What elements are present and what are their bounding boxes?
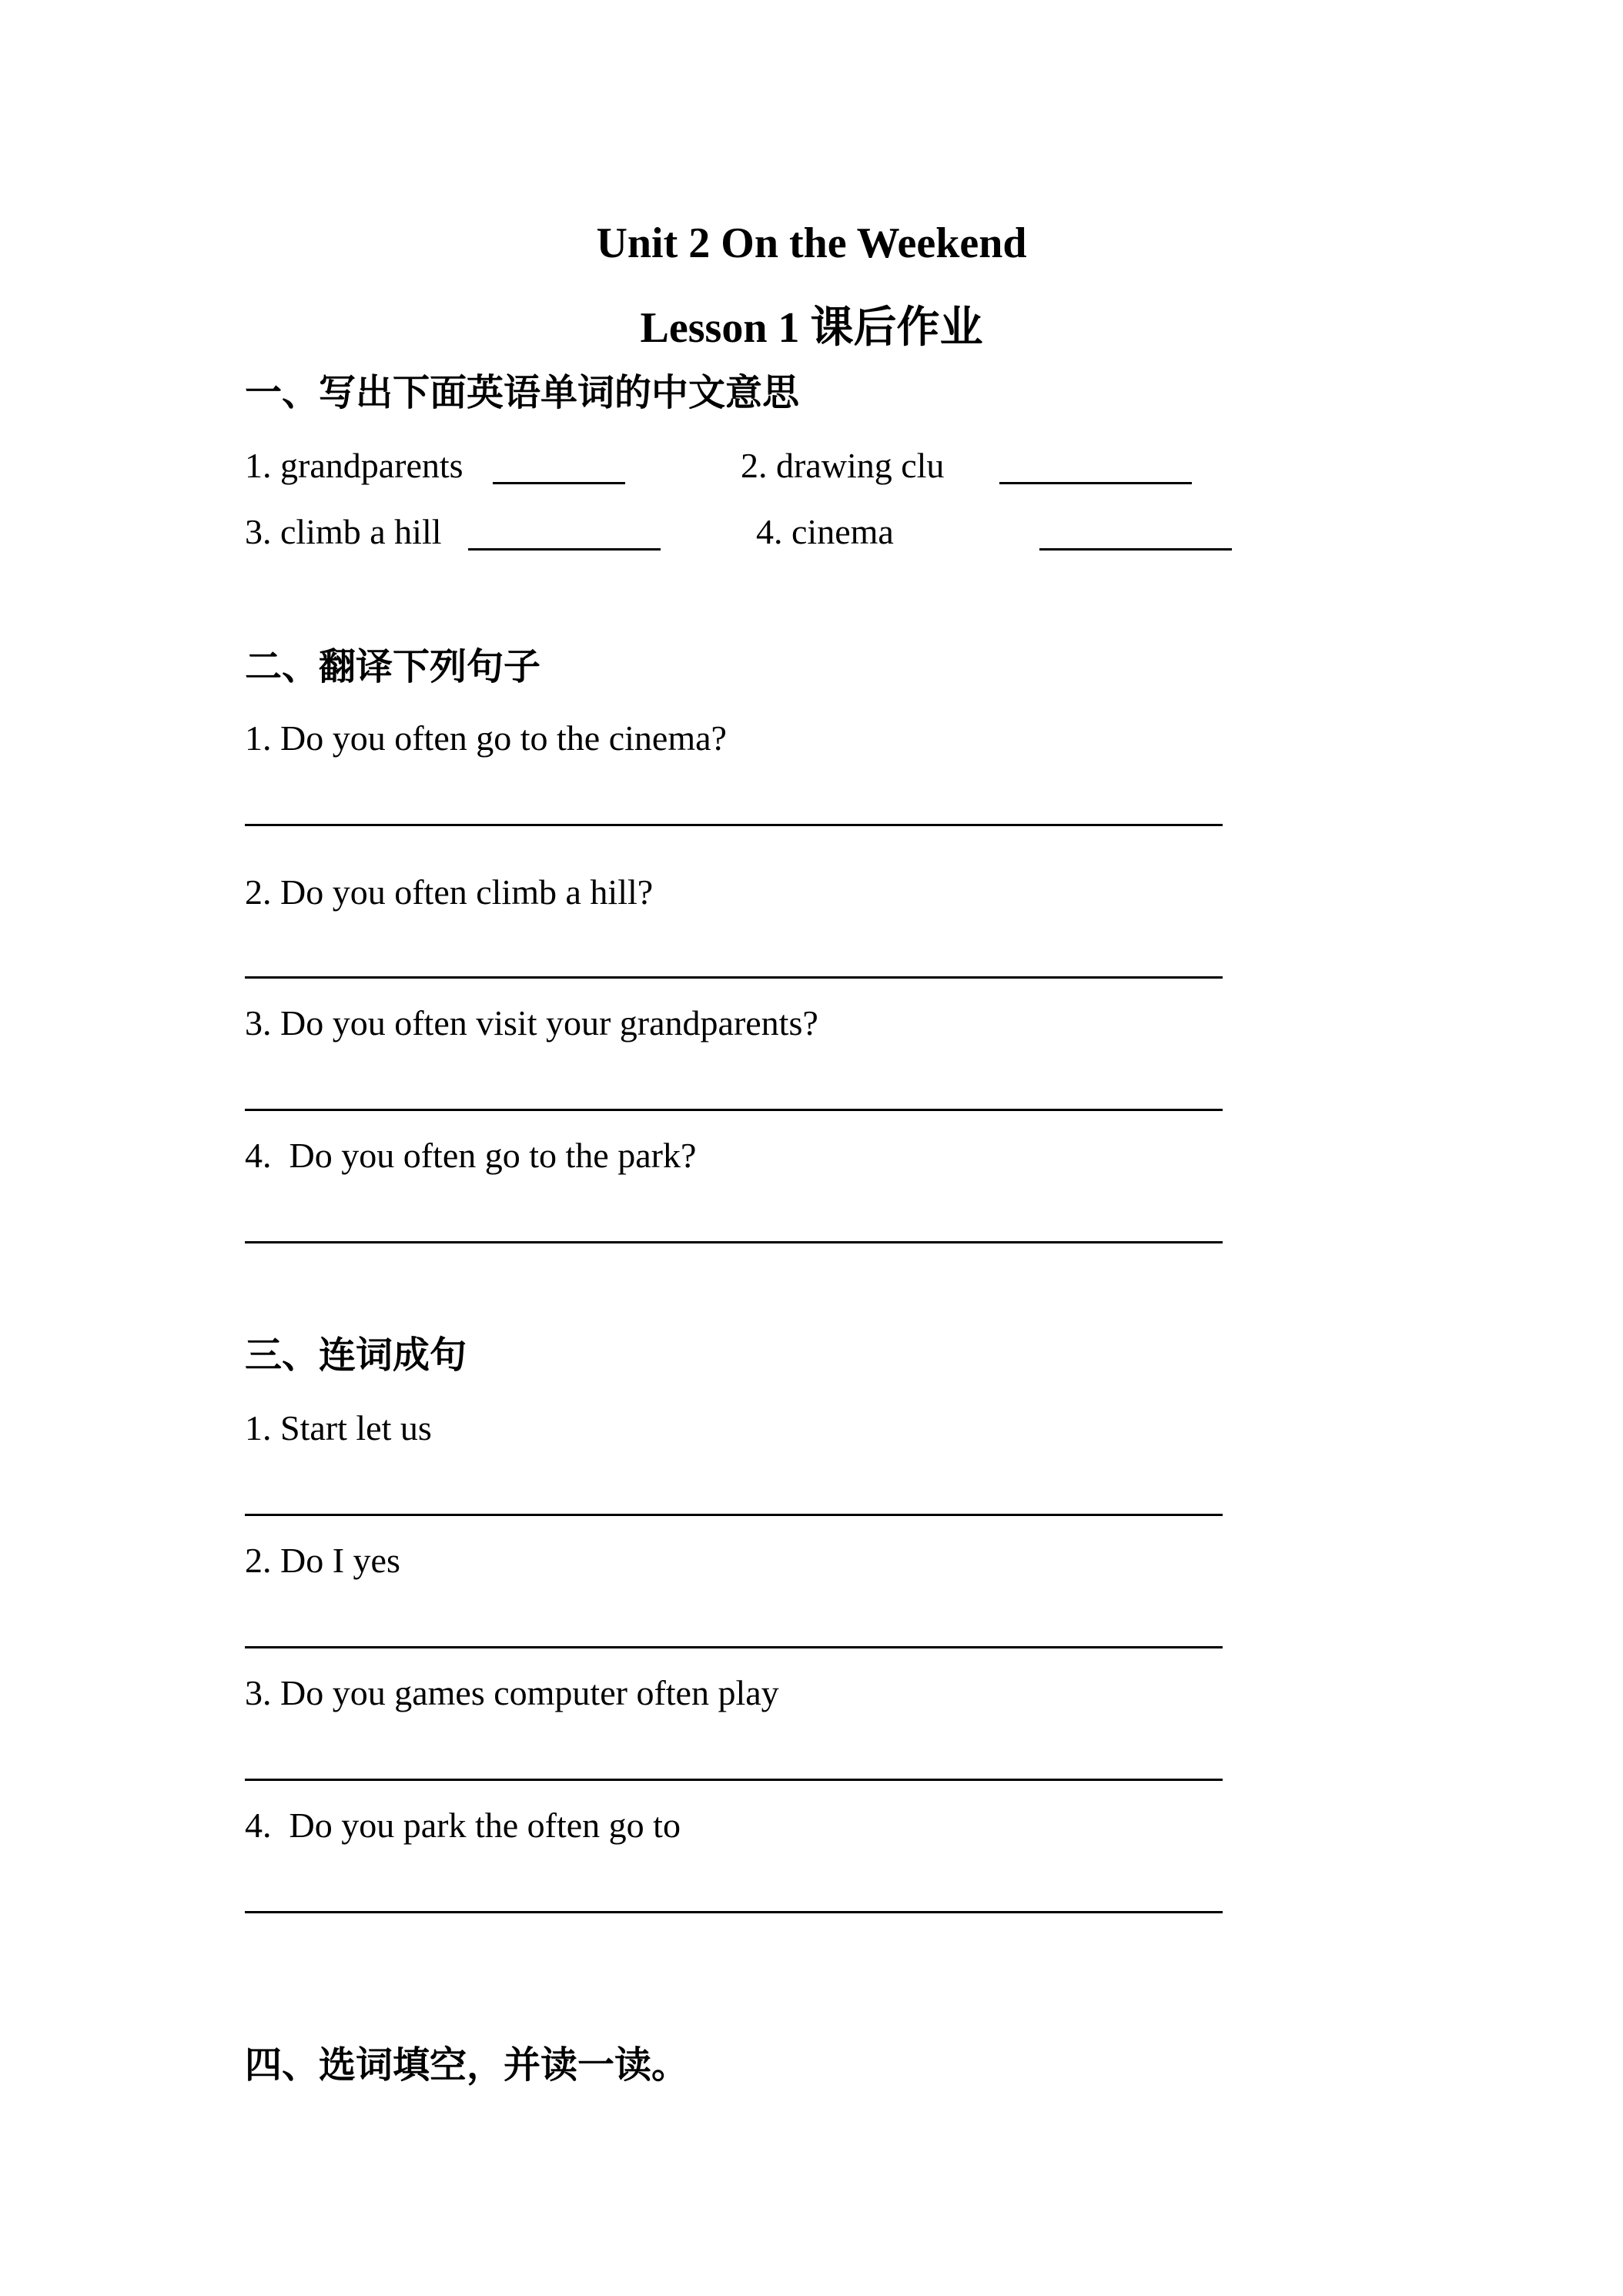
word-blank[interactable]	[999, 482, 1192, 484]
section2-heading: 二、翻译下列句子	[245, 645, 541, 688]
answer-line[interactable]	[245, 1646, 1223, 1648]
sentence-item: 4. Do you often go to the park?	[245, 1136, 697, 1175]
page-subtitle: Lesson 1 课后作业	[640, 304, 983, 352]
page-title: Unit 2 On the Weekend	[596, 219, 1027, 267]
word-blank[interactable]	[1039, 548, 1232, 551]
answer-line[interactable]	[245, 1109, 1223, 1111]
sentence-item: 2. Do you often climb a hill?	[245, 872, 654, 912]
word-item: 3. climb a hill	[245, 512, 442, 551]
sentence-item: 2. Do I yes	[245, 1541, 400, 1580]
answer-line[interactable]	[245, 1911, 1223, 1913]
section4-heading: 四、选词填空，并读一读。	[245, 2043, 689, 2087]
answer-line[interactable]	[245, 1779, 1223, 1781]
section3-heading: 三、连词成句	[245, 1334, 467, 1377]
word-item: 2. drawing clu	[741, 446, 945, 485]
sentence-item: 1. Do you often go to the cinema?	[245, 718, 727, 758]
sentence-item: 1. Start let us	[245, 1408, 432, 1448]
section1-heading: 一、写出下面英语单词的中文意思	[245, 371, 800, 414]
sentence-item: 3. Do you often visit your grandparents?	[245, 1003, 818, 1043]
sentence-item: 3. Do you games computer often play	[245, 1673, 779, 1712]
word-item: 1. grandparents	[245, 446, 463, 485]
word-item: 4. cinema	[756, 512, 894, 551]
answer-line[interactable]	[245, 1514, 1223, 1516]
word-blank[interactable]	[493, 482, 625, 484]
sentence-item: 4. Do you park the often go to	[245, 1806, 681, 1845]
answer-line[interactable]	[245, 1241, 1223, 1243]
word-blank[interactable]	[468, 548, 661, 551]
answer-line[interactable]	[245, 824, 1223, 826]
answer-line[interactable]	[245, 976, 1223, 979]
